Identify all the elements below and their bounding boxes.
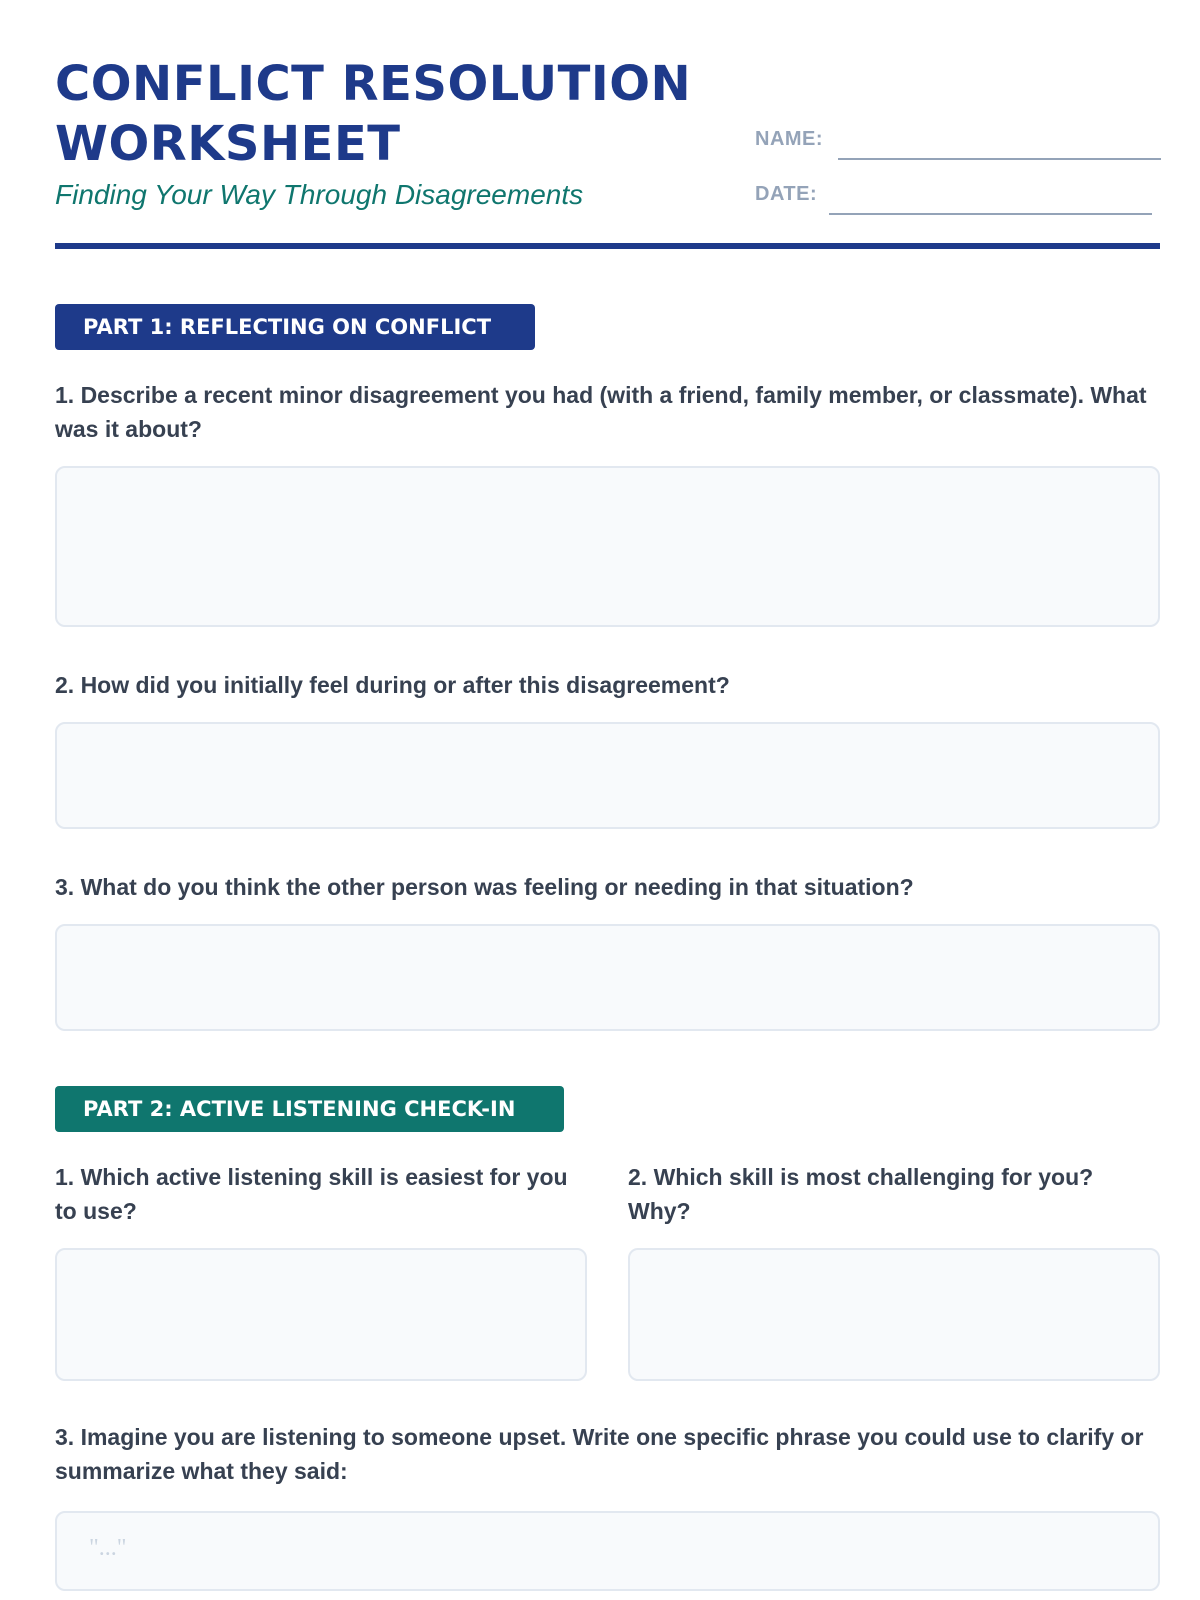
name-line[interactable]: [838, 158, 1161, 160]
part2-question-2: 2. Which skill is most challenging for you? Why?: [628, 1164, 1094, 1224]
part2-phrase-box[interactable]: [55, 1511, 1160, 1591]
worksheet-title: CONFLICT RESOLUTION WORKSHEET: [55, 56, 692, 172]
part2-badge: PART 2: ACTIVE LISTENING CHECK-IN: [55, 1086, 564, 1132]
phrase-placeholder: "...": [89, 1535, 127, 1561]
name-label: NAME:: [755, 128, 824, 150]
part1-answer-box-2[interactable]: [55, 722, 1160, 829]
date-line[interactable]: [829, 213, 1152, 215]
part2-question-1: 1. Which active listening skill is easiest for you to use?: [55, 1164, 568, 1224]
part1-answer-box-3[interactable]: [55, 924, 1160, 1031]
part1-badge: PART 1: REFLECTING ON CONFLICT: [55, 304, 535, 350]
header-divider: [55, 243, 1160, 249]
part2-answer-box-2[interactable]: [628, 1248, 1160, 1381]
part2-answer-box-1[interactable]: [55, 1248, 587, 1381]
part1-answer-box-1[interactable]: [55, 466, 1160, 627]
date-label: DATE:: [755, 183, 818, 205]
part1-question-3: 3. What do you think the other person was feeling or needing in that situation?: [55, 874, 914, 900]
part1-question-1: 1. Describe a recent minor disagreement you had (with a friend, family member, or classmate). What was it about?: [55, 382, 1147, 442]
part2-question-3: 3. Imagine you are listening to someone upset. Write one specific phrase you could use to clarify or summarize what they said:: [55, 1424, 1144, 1484]
worksheet-subtitle: Finding Your Way Through Disagreements: [55, 179, 584, 210]
part1-question-2: 2. How did you initially feel during or after this disagreement?: [55, 672, 730, 698]
